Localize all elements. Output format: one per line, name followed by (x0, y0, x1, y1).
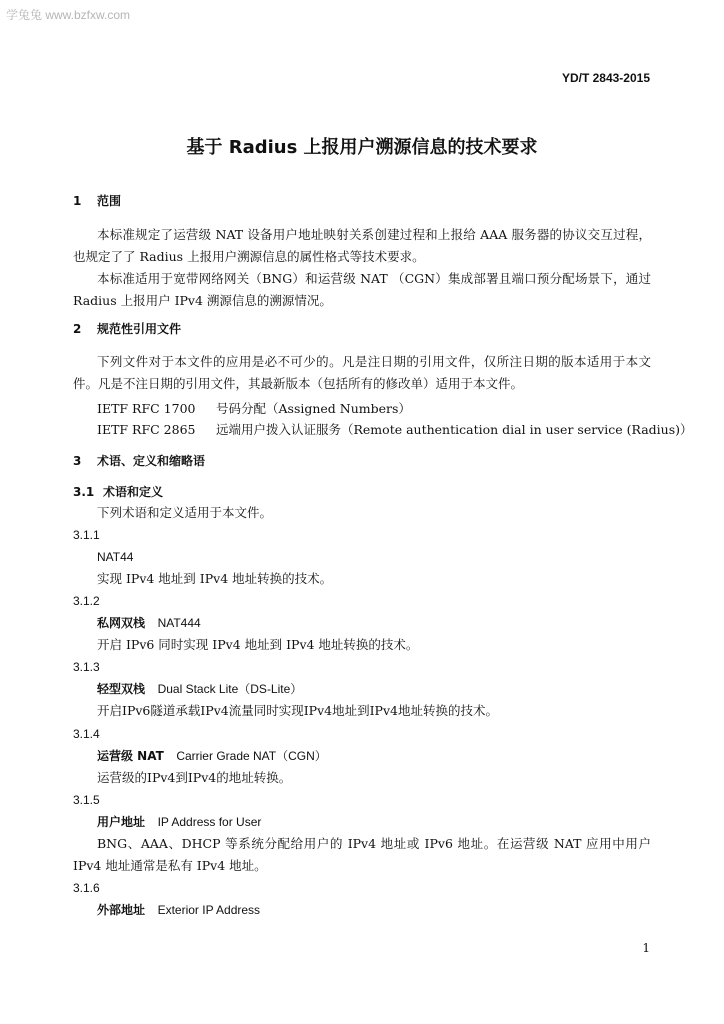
term-definition-block (73, 833, 651, 877)
section-2-body (73, 351, 651, 395)
paragraph: 下列文件对于本文件的应用是必不可少的。凡是注日期的引用文件，仅所注日期的版本适用于本文件。凡是不注日期的引用文件，其最新版本（包括所有的修改单）适用于本文件。 (73, 354, 651, 391)
reference-code: IETF RFC 1700 (97, 401, 196, 416)
section-number: 3.1 (73, 485, 95, 499)
term-definition: 开启 IPv6 同时实现 IPv4 地址到 IPv4 地址转换的技术。 (97, 637, 419, 652)
term-number: 3.1.4 (73, 727, 100, 741)
term-zh: 用户地址 (97, 815, 146, 829)
section-1-body (73, 224, 651, 312)
subsection-3-1-heading (73, 484, 163, 500)
section-title: 术语和定义 (103, 485, 164, 499)
section-title: 规范性引用文件 (97, 322, 182, 336)
term-zh: 外部地址 (97, 903, 146, 917)
reference-item (97, 422, 693, 438)
term-definition: 运营级的IPv4到IPv4的地址转换。 (97, 770, 292, 785)
document-title: 基于 Radius 上报用户溯源信息的技术要求 (186, 137, 538, 158)
term-definition: 开启IPv6隧道承载IPv4流量同时实现IPv4地址到IPv4地址转换的技术。 (97, 703, 498, 718)
reference-code: IETF RFC 2865 (97, 422, 196, 437)
term-en: IP Address for User (157, 815, 262, 829)
section-3-heading (73, 453, 205, 469)
section-title: 术语、定义和缩略语 (97, 454, 206, 468)
watermark: 学兔兔 www.bzfxw.com (6, 8, 131, 22)
section-number: 1 (73, 194, 82, 208)
paragraph: 本标准规定了运营级 NAT 设备用户地址映射关系创建过程和上报给 AAA 服务器的协议交互过程，也规定了了 Radius 上报用户溯源信息的属性格式等技术要求。 (73, 227, 651, 264)
term-zh: 运营级 NAT (97, 749, 164, 763)
section-1-heading (73, 193, 121, 209)
paragraph: 本标准适用于宽带网络网关（BNG）和运营级 NAT （CGN）集成部署且端口预分配场景下，通过 Radius 上报用户 IPv4 溯源信息的溯源情况。 (73, 271, 651, 308)
section-number: 3 (73, 454, 82, 468)
term-zh: 私网双栈 (97, 616, 146, 630)
section-title: 范围 (97, 194, 122, 208)
page-number: 1 (642, 941, 650, 955)
term-heading (97, 549, 133, 565)
term-definition: 实现 IPv4 地址到 IPv4 地址转换的技术。 (97, 571, 333, 586)
reference-title: 号码分配（Assigned Numbers） (216, 401, 411, 416)
term-heading (97, 748, 327, 764)
term-heading (97, 615, 201, 631)
term-en: Dual Stack Lite（DS-Lite） (157, 682, 303, 696)
term-en: NAT44 (97, 550, 134, 564)
term-number: 3.1.5 (73, 793, 100, 807)
term-zh: 轻型双栈 (97, 682, 146, 696)
reference-item (97, 401, 411, 417)
term-number: 3.1.1 (73, 528, 100, 542)
term-number: 3.1.6 (73, 881, 100, 895)
term-en: Carrier Grade NAT（CGN） (176, 749, 327, 763)
term-heading (97, 902, 260, 918)
subsection-intro: 下列术语和定义适用于本文件。 (97, 505, 273, 520)
term-number: 3.1.3 (73, 660, 100, 674)
section-2-heading (73, 321, 181, 337)
reference-title: 远端用户拨入认证服务（Remote authentication dial in user service (Radius)） (216, 422, 693, 437)
term-en: Exterior IP Address (157, 903, 261, 917)
term-heading (97, 814, 261, 830)
term-heading (97, 681, 302, 697)
document-number: YD/T 2843-2015 (561, 71, 650, 85)
term-en: NAT444 (157, 616, 201, 630)
term-definition: BNG、AAA、DHCP 等系统分配给用户的 IPv4 地址或 IPv6 地址。在运营级 NAT 应用中用户 IPv4 地址通常是私有 IPv4 地址。 (73, 836, 651, 873)
term-number: 3.1.2 (73, 594, 100, 608)
section-number: 2 (73, 322, 82, 336)
